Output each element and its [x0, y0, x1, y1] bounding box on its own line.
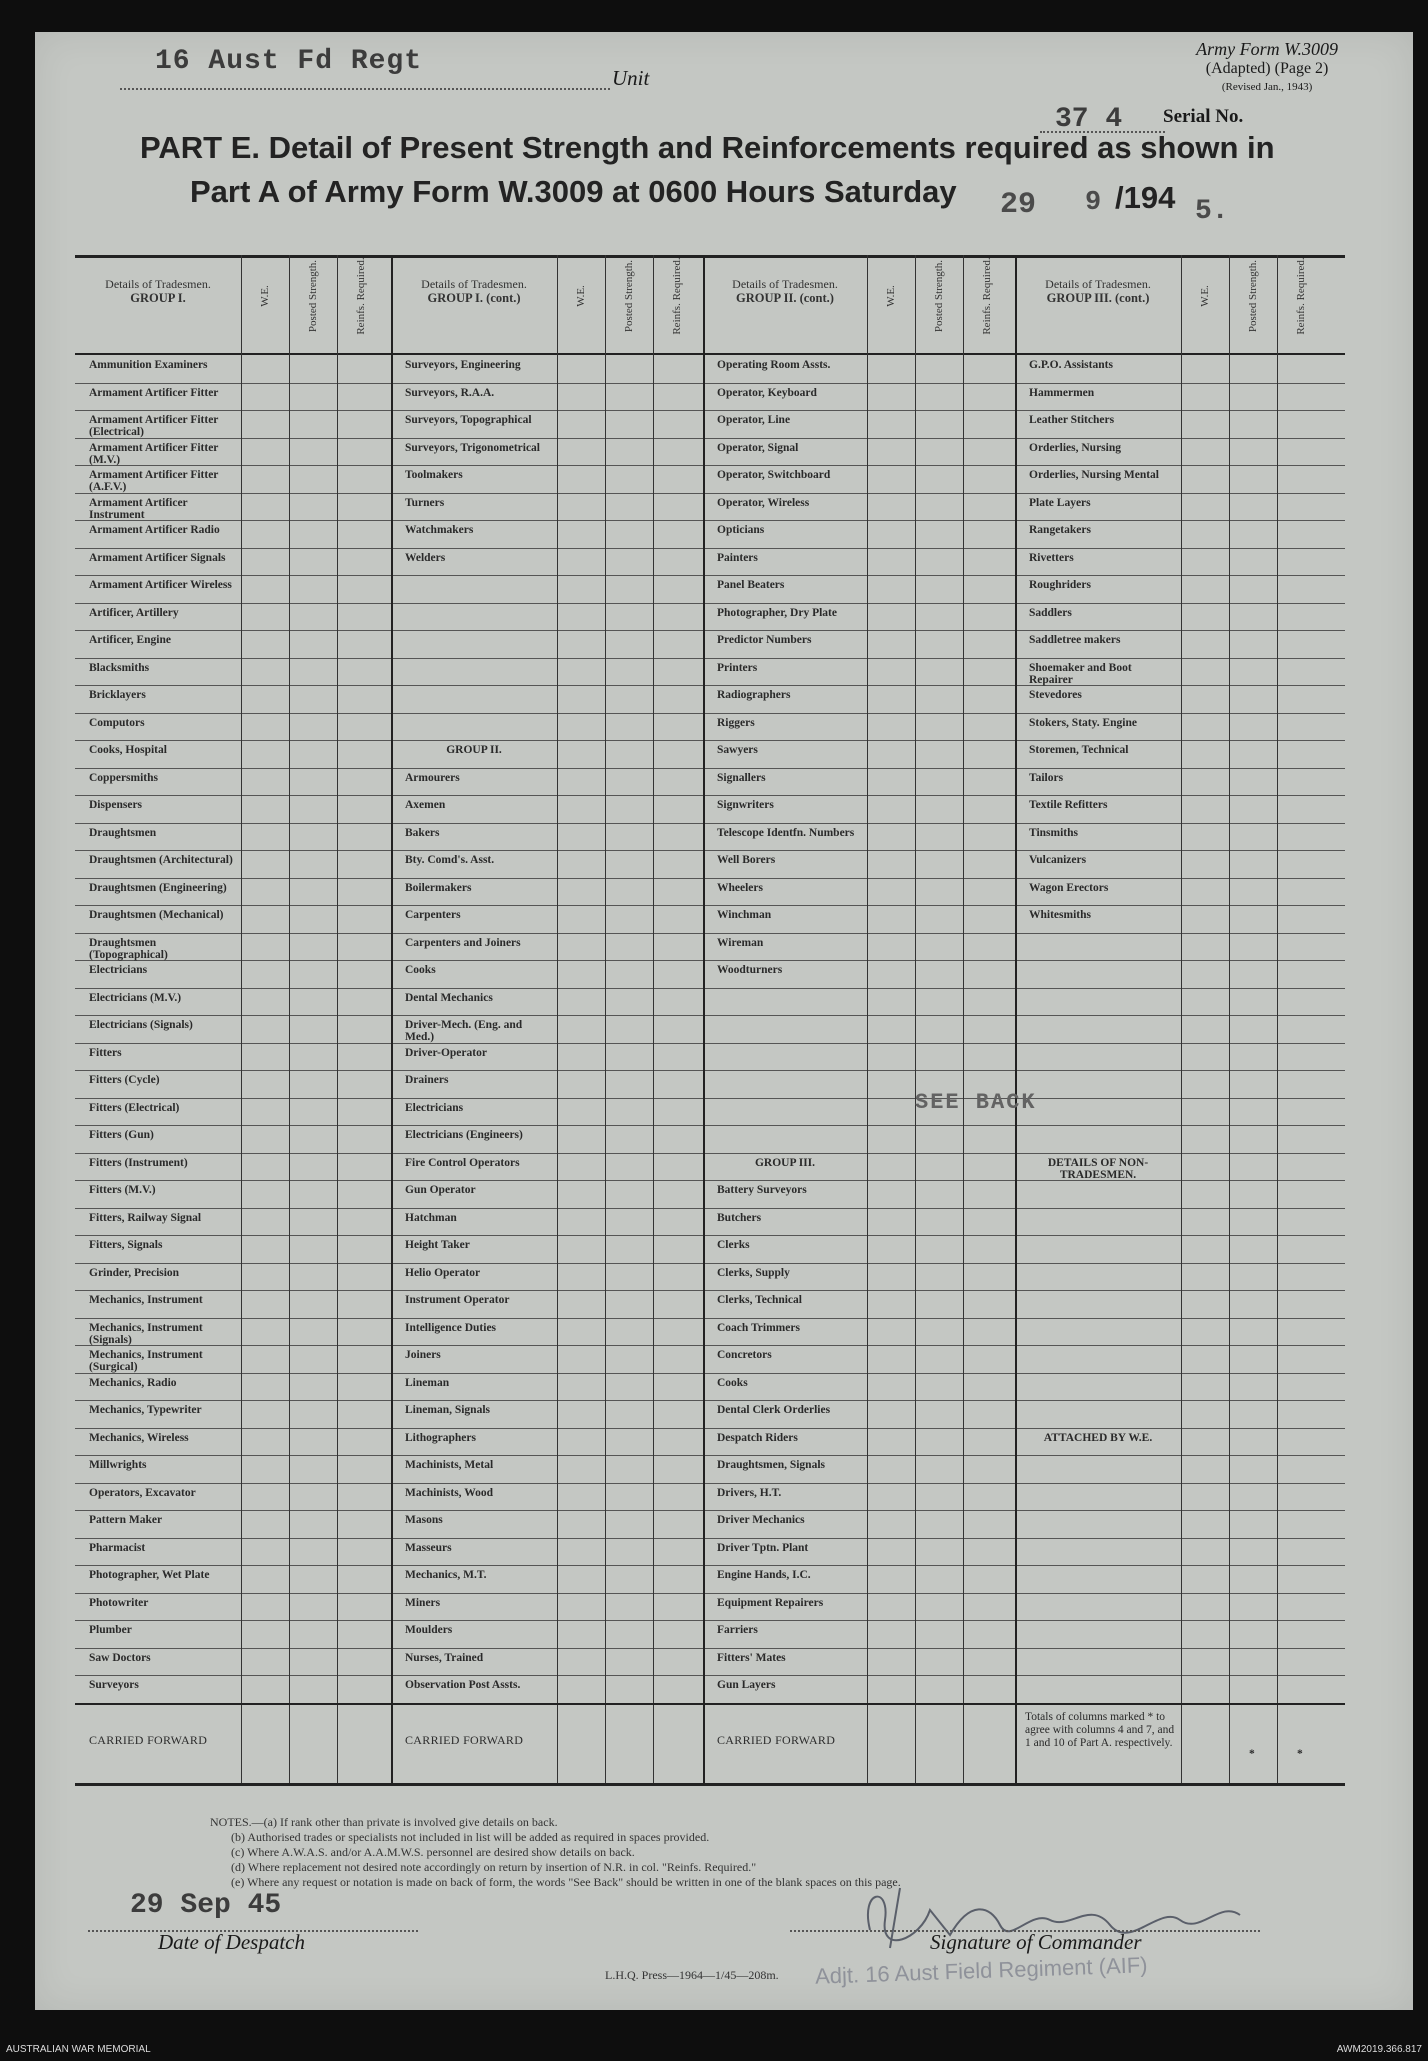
trade-label: Armament Artificer Fitter (M.V.): [89, 441, 219, 466]
column-divider: [1277, 255, 1278, 1783]
trade-label: Electricians (Engineers): [405, 1129, 523, 1141]
trade-label: DETAILS OF NON-TRADESMEN.: [1047, 1156, 1149, 1181]
row-rule: [75, 1373, 1345, 1374]
trade-label: Tinsmiths: [1029, 826, 1079, 839]
form-ref-line1: Army Form W.3009: [1196, 39, 1338, 59]
trade-label: Photographer, Wet Plate: [89, 1569, 210, 1581]
group-divider: [391, 255, 393, 1783]
row-rule: [75, 1153, 1345, 1154]
trade-label: Armament Artificer Fitter: [89, 386, 219, 399]
row-rule: [75, 1208, 1345, 1209]
trade-label: Coppersmiths: [89, 771, 159, 784]
row-rule: [75, 575, 1345, 576]
trade-label: Ammunition Examiners: [89, 359, 208, 371]
asterisk-mark: *: [1297, 1747, 1303, 1760]
trade-label: Fitters' Mates: [717, 1651, 786, 1664]
trade-label: Joiners: [405, 1349, 441, 1361]
group-header-label: GROUP I.: [130, 291, 186, 305]
row-rule: [75, 520, 1345, 521]
trade-label: Mechanics, Instrument (Signals): [89, 1321, 203, 1346]
trade-label: Clerks: [717, 1239, 750, 1251]
trade-label: Mechanics, Typewriter: [89, 1404, 202, 1416]
column-header-we: W.E.: [1199, 285, 1211, 307]
group-divider: [1015, 255, 1017, 1783]
row-rule: [75, 1538, 1345, 1539]
trade-label: Armament Artificer Fitter (A.F.V.): [89, 469, 219, 493]
column-divider: [963, 255, 964, 1783]
trade-label: Masons: [405, 1514, 443, 1526]
row-rule: [75, 465, 1345, 466]
trade-label: Mechanics, Instrument (Surgical): [89, 1349, 203, 1373]
details-header-label: Details of Tradesmen.: [421, 277, 527, 291]
trade-label: Surveyors, R.A.A.: [405, 386, 495, 399]
trade-label: G.P.O. Assistants: [1029, 359, 1113, 371]
trade-label: Drivers, H.T.: [717, 1486, 782, 1499]
trade-label: Bty. Comd's. Asst.: [405, 854, 495, 866]
row-rule: [75, 1098, 1345, 1099]
column-divider: [915, 255, 916, 1783]
trade-label: Photowriter: [89, 1596, 149, 1609]
column-header-reinfs: Reinfs. Required.: [981, 257, 993, 335]
trade-label: Whitesmiths: [1029, 909, 1091, 921]
unit-value: 16 Aust Fd Regt: [155, 46, 423, 77]
despatch-date-value: 29 Sep 45: [130, 1890, 282, 1921]
row-rule: [75, 630, 1345, 631]
trade-label: Draughtsmen (Engineering): [89, 881, 227, 894]
column-header-posted: Posted Strength.: [933, 259, 945, 333]
trade-label: Cooks, Hospital: [89, 744, 167, 756]
trade-label: Draughtsmen (Topographical): [89, 936, 168, 961]
trade-label: Height Taker: [405, 1239, 470, 1251]
column-header-details: [395, 277, 553, 305]
group-divider: [703, 255, 705, 1783]
row-rule: [75, 1263, 1345, 1264]
trade-label: Storemen, Technical: [1029, 744, 1129, 756]
trade-label: Fire Control Operators: [405, 1156, 520, 1169]
column-divider: [1229, 255, 1230, 1783]
row-rule: [75, 1455, 1345, 1456]
row-rule: [75, 1290, 1345, 1291]
group-header-label: GROUP III. (cont.): [1046, 291, 1150, 305]
trade-label: Orderlies, Nursing Mental: [1029, 469, 1159, 481]
trade-label: Tailors: [1029, 771, 1064, 784]
column-header-reinfs: Reinfs. Required.: [1295, 257, 1307, 335]
column-header-details: [707, 277, 863, 305]
trade-label: Armament Artificer Radio: [89, 524, 220, 536]
trade-label: Electricians (M.V.): [89, 991, 182, 1004]
trade-label: Miners: [405, 1596, 441, 1609]
trade-label: Mechanics, Radio: [89, 1376, 177, 1389]
column-divider: [557, 255, 558, 1783]
trade-label: Equipment Repairers: [717, 1596, 824, 1609]
trade-label: Driver Mechanics: [717, 1514, 805, 1526]
details-header-label: Details of Tradesmen.: [105, 277, 211, 291]
printer-imprint: L.H.Q. Press—1964—1/45—208m.: [605, 1968, 779, 1982]
row-rule: [75, 1235, 1345, 1236]
column-divider: [289, 255, 290, 1783]
trade-label: Plumber: [89, 1624, 132, 1636]
trade-label: Draughtsmen (Mechanical): [89, 909, 224, 921]
trade-label: Pattern Maker: [89, 1514, 163, 1526]
trade-label: Gun Operator: [405, 1184, 476, 1196]
despatch-label: Date of Despatch: [158, 1930, 305, 1954]
column-divider: [605, 255, 606, 1783]
trade-label: Lineman: [405, 1376, 450, 1389]
trade-label: Signwriters: [717, 799, 774, 811]
trade-label: Butchers: [717, 1211, 762, 1224]
trade-label: Mechanics, Wireless: [89, 1431, 189, 1444]
trade-label: Mechanics, M.T.: [405, 1569, 487, 1581]
trade-label: Saddletree makers: [1029, 634, 1121, 646]
trade-label: Electricians (Signals): [89, 1019, 193, 1031]
trade-label: Watchmakers: [405, 524, 474, 536]
see-back-stamp: SEE BACK: [915, 1090, 1037, 1115]
row-rule: [75, 1483, 1345, 1484]
column-header-reinfs: Reinfs. Required.: [355, 257, 367, 335]
trade-label: Vulcanizers: [1029, 854, 1087, 866]
date-month: 9: [1085, 188, 1102, 218]
trade-label: Rangetakers: [1029, 524, 1091, 536]
trade-label: Clerks, Technical: [717, 1294, 802, 1306]
trade-label: Boilermakers: [405, 881, 472, 894]
date-printed-year: /194: [1115, 180, 1176, 215]
adjutant-stamp: Adjt. 16 Aust Field Regiment (AIF): [814, 1952, 1148, 1989]
column-header-we: W.E.: [259, 285, 271, 307]
trade-label: Clerks, Supply: [717, 1266, 790, 1279]
trade-label: Computors: [89, 716, 145, 729]
trade-label: GROUP III.: [754, 1156, 816, 1169]
trade-label: Radiographers: [717, 689, 791, 701]
trade-label: Hatchman: [405, 1211, 457, 1224]
trade-label: Axemen: [405, 799, 446, 811]
trade-label: Gun Layers: [717, 1679, 776, 1691]
trade-label: Stokers, Staty. Engine: [1029, 716, 1137, 729]
trade-label: Rivetters: [1029, 551, 1074, 564]
trade-label: Plate Layers: [1029, 496, 1091, 509]
trade-label: Electricians: [405, 1101, 464, 1114]
date-day: 29: [1000, 188, 1037, 222]
trade-label: Dispensers: [89, 799, 143, 811]
trade-label: Hammermen: [1029, 386, 1095, 399]
trade-label: Welders: [405, 551, 446, 564]
trade-label: Saw Doctors: [89, 1651, 151, 1664]
column-divider: [241, 255, 242, 1783]
details-header-label: Details of Tradesmen.: [732, 277, 838, 291]
carried-forward-label: CARRIED FORWARD: [717, 1732, 836, 1747]
row-rule: [75, 1510, 1345, 1511]
row-rule: [75, 493, 1345, 494]
trade-label: Carpenters and Joiners: [405, 936, 521, 949]
trade-label: Painters: [717, 551, 758, 564]
trade-label: Bricklayers: [89, 689, 146, 701]
row-rule: [75, 1318, 1345, 1319]
trade-label: Winchman: [717, 909, 772, 921]
row-rule: [75, 713, 1345, 714]
trade-label: Fitters, Railway Signal: [89, 1211, 202, 1224]
trade-label: Cooks: [405, 964, 436, 976]
trade-label: Engine Hands, I.C.: [717, 1569, 811, 1581]
trade-label: Fitters: [89, 1046, 122, 1059]
trade-label: Artificer, Artillery: [89, 606, 179, 619]
strength-table: [75, 255, 1345, 1795]
column-header-details: [79, 277, 237, 305]
trade-label: Machinists, Wood: [405, 1486, 493, 1499]
trade-label: Leather Stitchers: [1029, 414, 1115, 426]
trade-label: Telescope Identfn. Numbers: [717, 826, 855, 839]
row-rule: [75, 438, 1345, 439]
trade-label: Operator, Wireless: [717, 496, 810, 509]
column-divider: [867, 255, 868, 1783]
trade-label: ATTACHED BY W.E.: [1043, 1431, 1153, 1444]
row-rule: [75, 795, 1345, 796]
row-rule: [75, 1015, 1345, 1016]
trade-label: Panel Beaters: [717, 579, 785, 591]
trade-label: Opticians: [717, 524, 765, 536]
row-rule: [75, 768, 1345, 769]
page-title-line1: PART E. Detail of Present Strength and Reinforcements required as shown in: [140, 130, 1275, 165]
trade-label: Draughtsmen: [89, 826, 157, 839]
row-rule: [75, 850, 1345, 851]
asterisk-mark: *: [1249, 1747, 1255, 1760]
trade-label: Concretors: [717, 1349, 772, 1361]
row-rule: [75, 960, 1345, 961]
trade-label: Draughtsmen, Signals: [717, 1459, 825, 1471]
archive-credit: AUSTRALIAN WAR MEMORIAL: [6, 2044, 151, 2055]
trade-label: Stevedores: [1029, 689, 1082, 701]
trade-label: Wagon Erectors: [1029, 881, 1109, 894]
trade-label: Fitters (Instrument): [89, 1156, 188, 1169]
trade-label: Lineman, Signals: [405, 1404, 490, 1416]
trade-label: Dental Clerk Orderlies: [717, 1404, 831, 1416]
trade-label: Electricians: [89, 964, 148, 976]
trade-label: Operator, Line: [717, 414, 791, 426]
trade-label: Surveyors, Topographical: [405, 414, 532, 426]
column-header-we: W.E.: [885, 285, 897, 307]
notes: NOTES.—(a) If rank other than private is involved give details on back. (b) Authorised trades or specialists not included in list will be added as required in spaces provided. (c) Where A.W.A.S. and/or A.A.M.W.S. personnel are desired show details on back. (d) Where replacement not desired note accordingly on return by insertion of N.R. in col. "Reinfs. Required." (e) Where any request or notation is made on back of form, the words "See Back" should be written in one of the blank spaces on this page.: [210, 1815, 901, 1889]
trade-label: Orderlies, Nursing: [1029, 441, 1121, 454]
trade-label: Fitters (Cycle): [89, 1074, 160, 1086]
trade-label: Turners: [405, 496, 445, 509]
trade-label: Operating Room Assts.: [717, 359, 831, 371]
carried-forward-rule: [75, 1703, 1345, 1705]
header-bottom-rule: [75, 353, 1345, 355]
trade-label: Operator, Signal: [717, 441, 799, 454]
trade-label: Machinists, Metal: [405, 1459, 494, 1471]
trade-label: Operator, Keyboard: [717, 386, 817, 399]
trade-label: Draughtsmen (Architectural): [89, 854, 233, 866]
trade-label: Masseurs: [405, 1541, 452, 1554]
trade-label: Fitters (Gun): [89, 1129, 154, 1141]
row-rule: [75, 823, 1345, 824]
trade-label: Operator, Switchboard: [717, 469, 831, 481]
trade-label: Woodturners: [717, 964, 783, 976]
row-rule: [75, 1125, 1345, 1126]
trade-label: Signallers: [717, 771, 766, 784]
trade-label: Toolmakers: [405, 469, 463, 481]
trade-label: Farriers: [717, 1624, 758, 1636]
trade-label: Battery Surveyors: [717, 1184, 807, 1196]
row-rule: [75, 410, 1345, 411]
trade-label: Instrument Operator: [405, 1294, 510, 1306]
totals-note: Totals of columns marked * to agree with columns 4 and 7, and 1 and 10 of Part A. respectively.: [1025, 1710, 1175, 1749]
row-rule: [75, 658, 1345, 659]
trade-label: Intelligence Duties: [405, 1321, 497, 1334]
form-ref-line2: (Adapted) (Page 2): [1205, 60, 1329, 77]
row-rule: [75, 878, 1345, 879]
trade-label: Driver-Mech. (Eng. and Med.): [405, 1019, 523, 1043]
trade-label: Roughriders: [1029, 579, 1091, 591]
row-rule: [75, 1428, 1345, 1429]
trade-label: Dental Mechanics: [405, 991, 493, 1004]
row-rule: [75, 1565, 1345, 1566]
carried-forward-label: CARRIED FORWARD: [405, 1732, 524, 1747]
trade-label: Blacksmiths: [89, 661, 150, 674]
row-rule: [75, 1400, 1345, 1401]
trade-label: Artificer, Engine: [89, 634, 171, 646]
trade-label: Riggers: [717, 716, 755, 729]
row-rule: [75, 1620, 1345, 1621]
trade-label: Carpenters: [405, 909, 461, 921]
trade-label: Fitters, Signals: [89, 1239, 163, 1251]
row-rule: [75, 603, 1345, 604]
trade-label: Cooks: [717, 1376, 748, 1389]
form-ref-line3: (Revised Jan., 1943): [1221, 81, 1313, 93]
row-rule: [75, 1648, 1345, 1649]
archive-id: AWM2019.366.817: [1336, 2044, 1422, 2055]
trade-label: Armament Artificer Wireless: [89, 579, 232, 591]
trade-label: Coach Trimmers: [717, 1321, 800, 1334]
trade-label: Shoemaker and Boot Repairer: [1029, 661, 1132, 686]
trade-label: Well Borers: [717, 854, 776, 866]
trade-label: Textile Refitters: [1029, 799, 1108, 811]
trade-label: Surveyors: [89, 1679, 139, 1691]
signature-label: Signature of Commander: [930, 1930, 1142, 1954]
trade-label: Wheelers: [717, 881, 763, 894]
trade-label: Mechanics, Instrument: [89, 1294, 203, 1306]
column-header-reinfs: Reinfs. Required.: [671, 257, 683, 335]
trade-label: Drainers: [405, 1074, 449, 1086]
trade-label: Driver-Operator: [405, 1046, 487, 1059]
table-bottom-rule: [75, 1783, 1345, 1786]
details-header-label: Details of Tradesmen.: [1045, 277, 1151, 291]
row-rule: [75, 1345, 1345, 1346]
trade-label: Moulders: [405, 1624, 453, 1636]
trade-label: Grinder, Precision: [89, 1266, 180, 1279]
trade-label: Surveyors, Trigonometrical: [405, 441, 540, 454]
column-header-posted: Posted Strength.: [623, 259, 635, 333]
column-header-we: W.E.: [575, 285, 587, 307]
group-header-label: GROUP I. (cont.): [427, 291, 521, 305]
trade-label: GROUP II.: [446, 744, 502, 756]
trade-label: Fitters (M.V.): [89, 1184, 156, 1196]
trade-label: Millwrights: [89, 1459, 147, 1471]
trade-label: Saddlers: [1029, 606, 1072, 619]
column-divider: [337, 255, 338, 1783]
row-rule: [75, 1070, 1345, 1071]
trade-label: Observation Post Assts.: [405, 1679, 521, 1691]
trade-label: Printers: [717, 661, 758, 674]
trade-label: Predictor Numbers: [717, 634, 812, 646]
column-divider: [653, 255, 654, 1783]
trade-label: Photographer, Dry Plate: [717, 606, 837, 619]
page-title-line2: Part A of Army Form W.3009 at 0600 Hours Saturday: [190, 174, 957, 209]
trade-label: Despatch Riders: [717, 1431, 798, 1444]
trade-label: Driver Tptn. Plant: [717, 1541, 809, 1554]
row-rule: [75, 905, 1345, 906]
column-header-details: [1019, 277, 1177, 305]
unit-label: Unit: [612, 66, 650, 90]
trade-label: Surveyors, Engineering: [405, 359, 521, 371]
date-year-digit: 5.: [1195, 196, 1229, 227]
row-rule: [75, 740, 1345, 741]
row-rule: [75, 1675, 1345, 1676]
trade-label: Bakers: [405, 826, 440, 839]
trade-label: Operators, Excavator: [89, 1486, 196, 1499]
trade-label: Sawyers: [717, 744, 758, 756]
form-reference: [1196, 40, 1338, 97]
trade-label: Lithographers: [405, 1431, 476, 1444]
row-rule: [75, 1593, 1345, 1594]
column-header-posted: Posted Strength.: [307, 259, 319, 333]
trade-label: Armament Artificer Signals: [89, 551, 226, 564]
row-rule: [75, 548, 1345, 549]
row-rule: [75, 383, 1345, 384]
trade-label: Pharmacist: [89, 1541, 146, 1554]
group-header-label: GROUP II. (cont.): [736, 291, 834, 305]
trade-label: Fitters (Electrical): [89, 1101, 180, 1114]
column-header-posted: Posted Strength.: [1247, 259, 1259, 333]
column-divider: [1181, 255, 1182, 1783]
unit-underline: [120, 88, 610, 90]
carried-forward-label: CARRIED FORWARD: [89, 1732, 208, 1747]
trade-label: Armourers: [405, 771, 460, 784]
trade-label: Armament Artificer Fitter (Electrical): [89, 414, 219, 438]
row-rule: [75, 988, 1345, 989]
trade-label: Armament Artificer Instrument: [89, 496, 188, 521]
trade-label: Nurses, Trained: [405, 1651, 484, 1664]
trade-label: Helio Operator: [405, 1266, 481, 1279]
row-rule: [75, 933, 1345, 934]
serial-label: Serial No.: [1163, 106, 1244, 127]
row-rule: [75, 1043, 1345, 1044]
trade-label: Wireman: [717, 936, 764, 949]
serial-value: 37 4: [1055, 104, 1123, 135]
